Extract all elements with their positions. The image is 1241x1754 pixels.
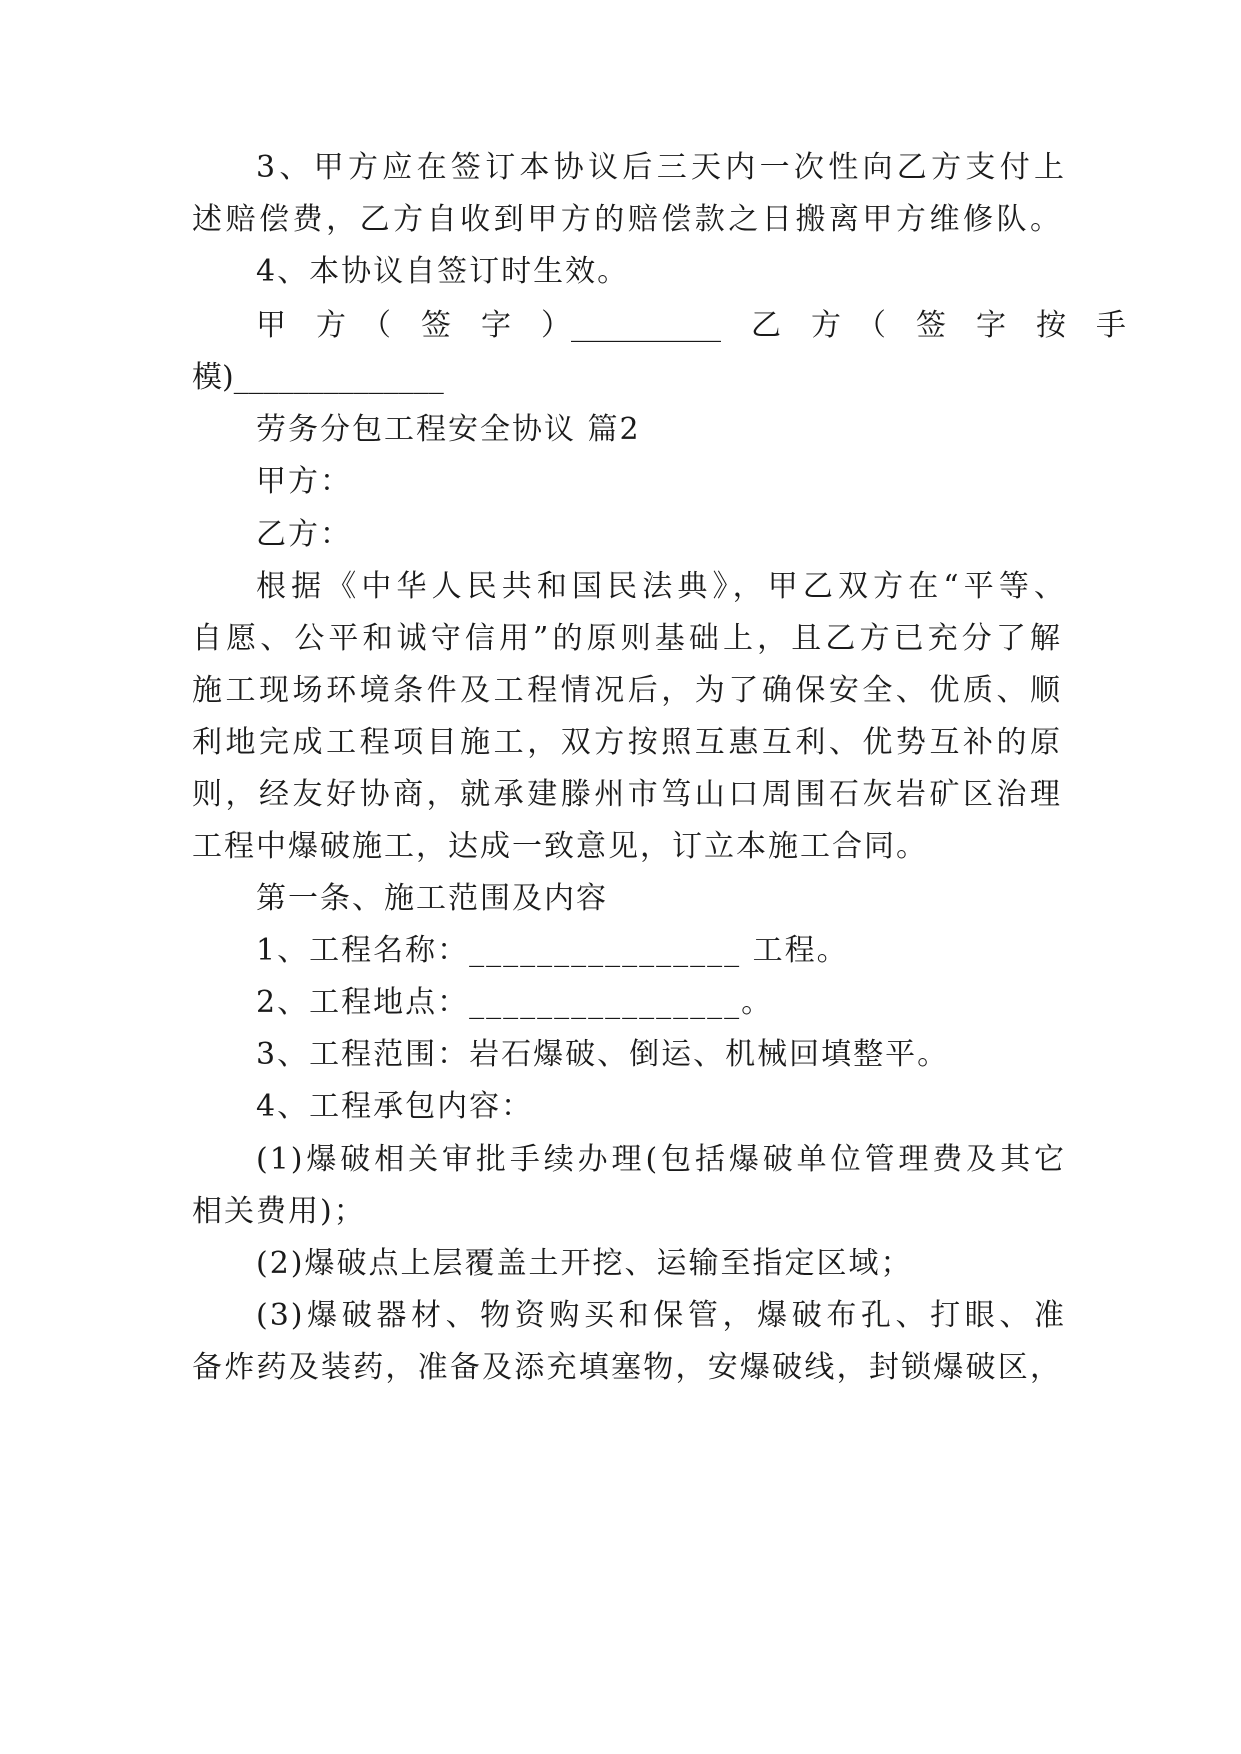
list-item: (3)爆破器材、物资购买和保管，爆破布孔、打眼、准	[256, 1298, 1066, 1333]
list-item: 4、工程承包内容：	[256, 1089, 534, 1124]
paragraph-line: 3、甲方应在签订本协议后三天内一次性向乙方支付上	[256, 150, 1066, 185]
paragraph-line: 施工现场环境条件及工程情况后，为了确保安全、优质、顺	[192, 673, 1062, 708]
list-item: 2、工程地点：________________。	[256, 985, 774, 1020]
paragraph-line: 利地完成工程项目施工，双方按照互惠互利、优势互补的原	[192, 725, 1062, 760]
list-item: (2)爆破点上层覆盖土开挖、运输至指定区域；	[256, 1246, 913, 1281]
section-title: 劳务分包工程安全协议 篇2	[256, 412, 641, 447]
paragraph-line: 4、本协议自签订时生效。	[256, 254, 630, 289]
paragraph-line: 述赔偿费，乙方自收到甲方的赔偿款之日搬离甲方维修队。	[192, 202, 1062, 237]
list-item: 3、工程范围：岩石爆破、倒运、机械回填整平。	[256, 1037, 950, 1072]
signature-line: 甲 方 （ 签 字 ）__________ 乙 方 （ 签 字 按 手	[256, 308, 1126, 343]
paragraph-line: 根据《中华人民共和国民法典》，甲乙双方在“平等、	[256, 569, 1066, 604]
paragraph-line: 则，经友好协商，就承建滕州市笃山口周围石灰岩矿区治理	[192, 777, 1062, 812]
list-item-continued: 备炸药及装药，准备及添充填塞物，安爆破线，封锁爆破区，	[192, 1350, 1062, 1385]
article-heading: 第一条、施工范围及内容	[256, 881, 608, 916]
signature-line: 模)______________	[192, 360, 444, 395]
paragraph-line: 自愿、公平和诚守信用”的原则基础上，且乙方已充分了解	[192, 621, 1062, 656]
list-item-continued: 相关费用)；	[192, 1194, 366, 1229]
paragraph-line: 工程中爆破施工，达成一致意见，订立本施工合同。	[192, 829, 928, 864]
list-item: 1、工程名称：________________ 工程。	[256, 933, 849, 968]
list-item: (1)爆破相关审批手续办理(包括爆破单位管理费及其它	[256, 1142, 1066, 1177]
party-b-label: 乙方：	[256, 517, 352, 552]
party-a-label: 甲方：	[256, 464, 352, 499]
